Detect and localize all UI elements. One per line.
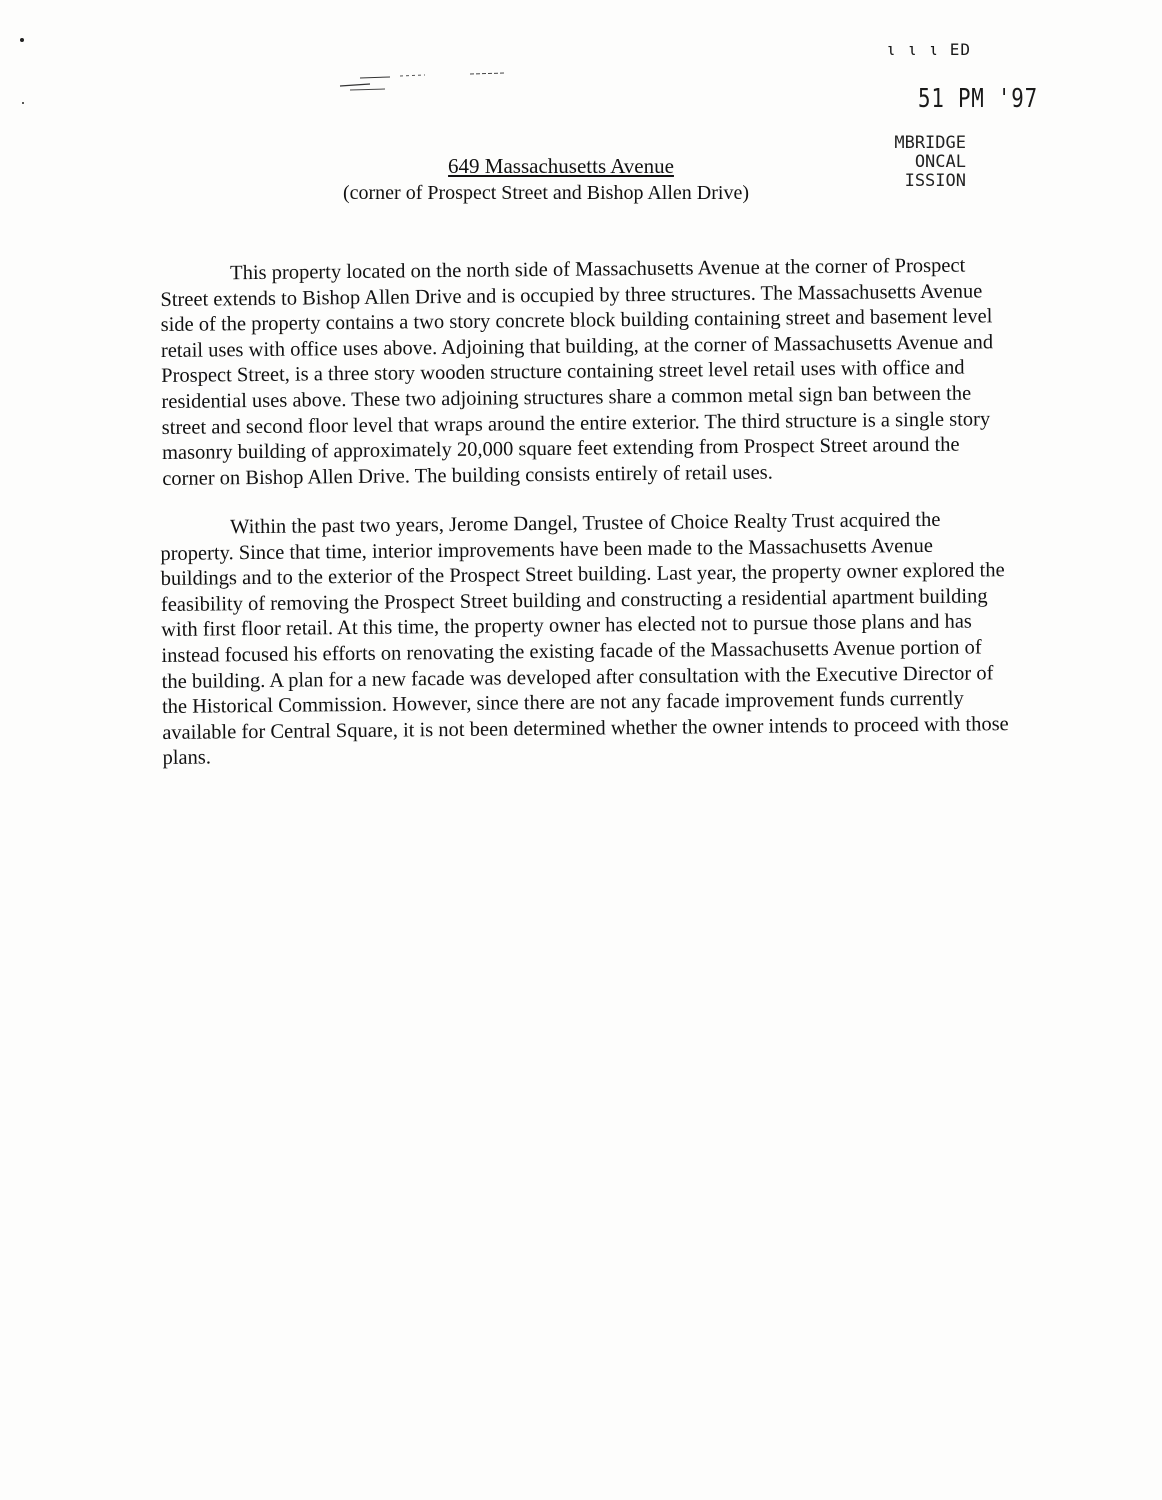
document-title: 649 Massachusetts Avenue: [448, 154, 674, 178]
heading: [0, 154, 1162, 179]
document-body: [160, 254, 1010, 796]
scan-speck: [22, 102, 24, 104]
scan-speck: [20, 38, 24, 42]
paragraph: Within the past two years, Jerome Dangel, Trustee of Choice Realty Trust acquired the property. Since that time, interior improvements have been made to the Massachusetts Avenue buildings and to the exterior of the Prospect Street building. Last year, the property owner explored the feasibility of removing the Prospect Street building and constructing a residential apartment building with first floor retail. At this time, the property owner has elected not to pursue those plans and has instead focused his efforts on renovating the existing facade of the Massachusetts Avenue portion of the building. A plan for a new facade was developed after consultation with the Executive Director of the Historical Commission. However, since there are not any facade improvement funds currently available for Central Square, it is not been determined whether the owner intends to proceed with those plans.: [160, 509, 1009, 770]
stamp-line: ΜBRIDGE: [894, 133, 966, 153]
stamp-line: ΙSSION: [904, 171, 966, 191]
time-stamp: 51 PM '97: [918, 84, 1038, 114]
received-stamp: ι ι ι ED: [886, 40, 972, 59]
subtitle-row: [0, 182, 1142, 205]
document-subtitle: (corner of Prospect Street and Bishop Allen Drive): [342, 182, 749, 204]
paragraph: This property located on the north side of Massachusetts Avenue at the corner of Prospect Street extends to Bishop Allen Drive and is occupied by three structures. The Massachusetts Avenue side of the property contains a two story concrete block building containing street and basement level retail uses with office uses above. Adjoining that building, at the corner of Massachusetts Avenue and Prospect Street, is a three story wooden structure containing street level retail uses with office and residential uses above. These two adjoining structures share a common metal sign ban between the street and second floor level that wraps around the entire exterior. The third structure is a single story masonry building of approximately 20,000 square feet extending from Prospect Street around the corner on Bishop Allen Drive. The building consists entirely of retail uses.: [160, 254, 994, 490]
scan-marks: [330, 72, 510, 94]
stamp-line: ΟΝCAL: [914, 152, 966, 172]
